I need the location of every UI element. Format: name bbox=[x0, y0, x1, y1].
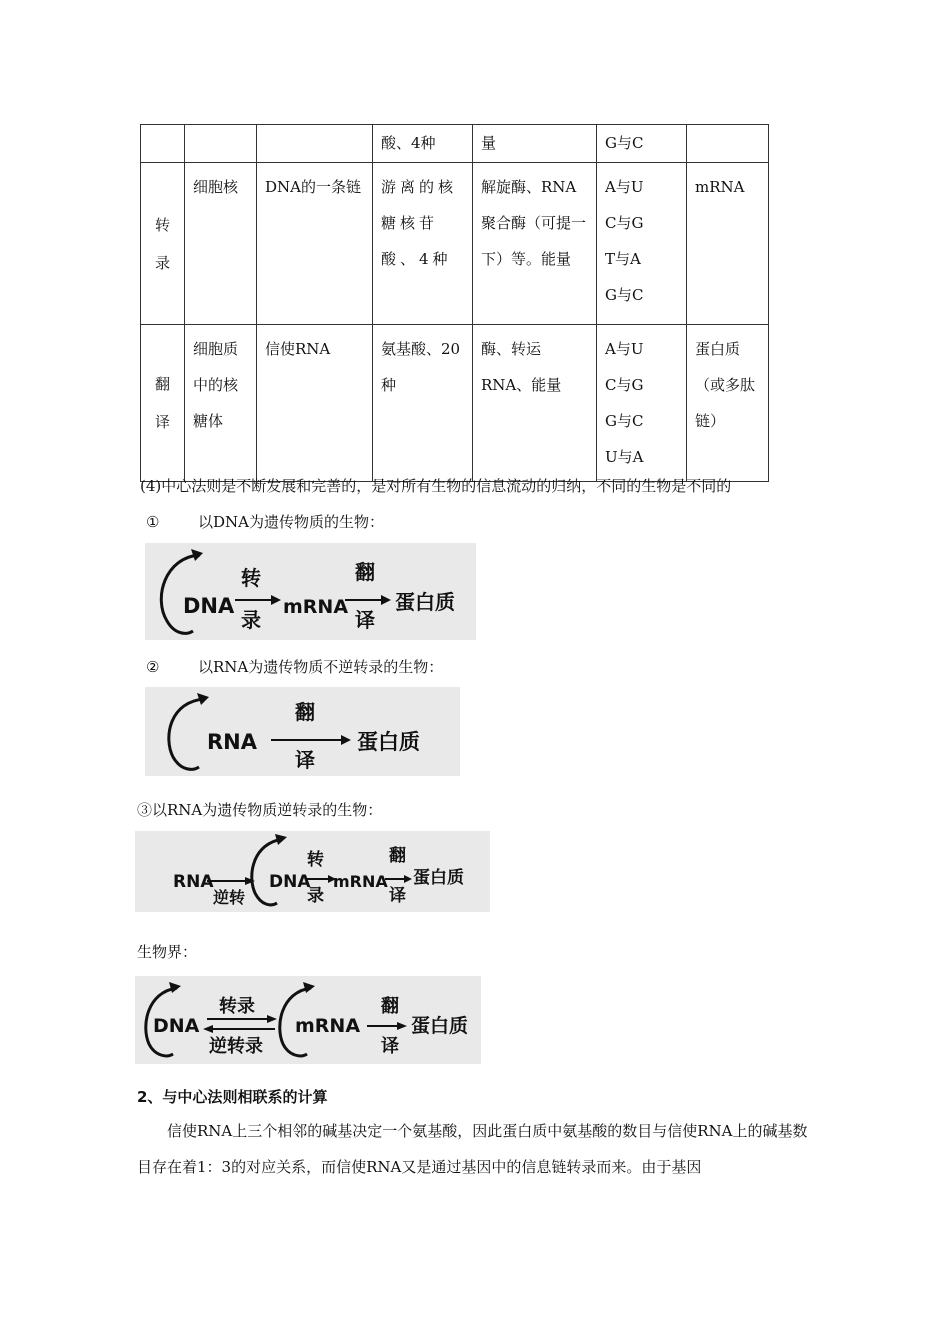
translation-top: 翻 bbox=[355, 560, 375, 584]
translation-top: 翻 bbox=[381, 996, 399, 1017]
transcription-top: 转 bbox=[307, 850, 324, 870]
paragraph-1: 信使RNA上三个相邻的碱基决定一个氨基酸，因此蛋白质中氨基酸的数目与信使RNA上的碱基数目存在着1：3的对应关系，而信使RNA又是通过基因中的信息链转录而来。由于基因 bbox=[137, 1122, 808, 1176]
translation-bottom: 译 bbox=[389, 886, 406, 906]
conditions-cell: 酶、转运RNA、能量 bbox=[473, 325, 597, 482]
item-1-text: 以DNA为遗传物质的生物： bbox=[198, 513, 384, 531]
template-cell bbox=[257, 125, 373, 163]
diagram-dna-organism bbox=[145, 543, 476, 640]
dna-label: DNA bbox=[269, 872, 311, 892]
transcription-bottom: 录 bbox=[307, 886, 324, 906]
transcription-bottom: 录 bbox=[241, 608, 261, 632]
stage-cell: 翻 译 bbox=[141, 325, 185, 482]
table-row bbox=[141, 325, 769, 482]
protein-label: 蛋白质 bbox=[395, 590, 455, 614]
conditions-cell: 量 bbox=[473, 125, 597, 163]
pairing-cell: A与U C与G T与A G与C bbox=[597, 163, 687, 325]
place-cell: 细胞核 bbox=[185, 163, 257, 325]
product-cell: mRNA bbox=[687, 163, 769, 325]
mrna-label: mRNA bbox=[295, 1015, 361, 1037]
reverse-transcription-label: 逆转录 bbox=[209, 1036, 263, 1057]
template-cell: DNA的一条链 bbox=[257, 163, 373, 325]
material-cell: 游离的核糖核苷酸、4种 bbox=[373, 163, 473, 325]
place-cell: 细胞质中的核糖体 bbox=[185, 325, 257, 482]
protein-label: 蛋白质 bbox=[357, 730, 420, 754]
item-2-text: 以RNA为遗传物质不逆转录的生物： bbox=[198, 658, 444, 676]
transcription-top: 转 bbox=[241, 566, 261, 590]
translation-bottom: 译 bbox=[355, 608, 375, 632]
pairing-cell: G与C bbox=[597, 125, 687, 163]
template-cell: 信使RNA bbox=[257, 325, 373, 482]
translation-bottom: 译 bbox=[381, 1036, 399, 1057]
transcription-label: 转录 bbox=[219, 996, 255, 1017]
protein-label: 蛋白质 bbox=[411, 1015, 469, 1037]
material-cell: 氨基酸、20种 bbox=[373, 325, 473, 482]
biosphere-label: 生物界： bbox=[137, 943, 198, 961]
section-2-title: 2、与中心法则相联系的计算 bbox=[137, 1088, 328, 1106]
place-cell bbox=[185, 125, 257, 163]
rna-label: RNA bbox=[173, 872, 214, 892]
stage-cell bbox=[141, 125, 185, 163]
product-cell: 蛋白质（或多肽链） bbox=[687, 325, 769, 482]
conditions-cell: 解旋酶、RNA聚合酶（可提一下）等。能量 bbox=[473, 163, 597, 325]
table-row bbox=[141, 125, 769, 163]
protein-label: 蛋白质 bbox=[413, 868, 464, 888]
rna-label: RNA bbox=[207, 730, 257, 754]
item-2-marker: ② bbox=[146, 658, 160, 676]
translation-top: 翻 bbox=[389, 846, 406, 866]
point-4-text: (4)中心法则是不断发展和完善的，是对所有生物的信息流动的归纳，不同的生物是不同的 bbox=[140, 477, 732, 495]
stage-cell: 转 录 bbox=[141, 163, 185, 325]
dna-label: DNA bbox=[153, 1015, 200, 1037]
item-1-marker: ① bbox=[146, 513, 160, 531]
translation-top: 翻 bbox=[295, 700, 315, 724]
central-dogma-table bbox=[140, 124, 769, 482]
material-cell: 酸、4种 bbox=[373, 125, 473, 163]
mrna-label: mRNA bbox=[283, 596, 349, 618]
product-cell bbox=[687, 125, 769, 163]
mrna-label: mRNA bbox=[333, 872, 388, 891]
translation-bottom: 译 bbox=[295, 748, 315, 772]
diagram-rna-with-rt bbox=[135, 831, 490, 912]
dna-label: DNA bbox=[183, 594, 235, 618]
table-row bbox=[141, 163, 769, 325]
diagram-biosphere bbox=[135, 976, 481, 1064]
diagram-rna-no-rt bbox=[145, 687, 460, 776]
item-3-text: ③以RNA为遗传物质逆转录的生物： bbox=[137, 801, 383, 819]
reverse-label: 逆转 bbox=[213, 888, 246, 907]
pairing-cell: A与U C与G G与C U与A bbox=[597, 325, 687, 482]
